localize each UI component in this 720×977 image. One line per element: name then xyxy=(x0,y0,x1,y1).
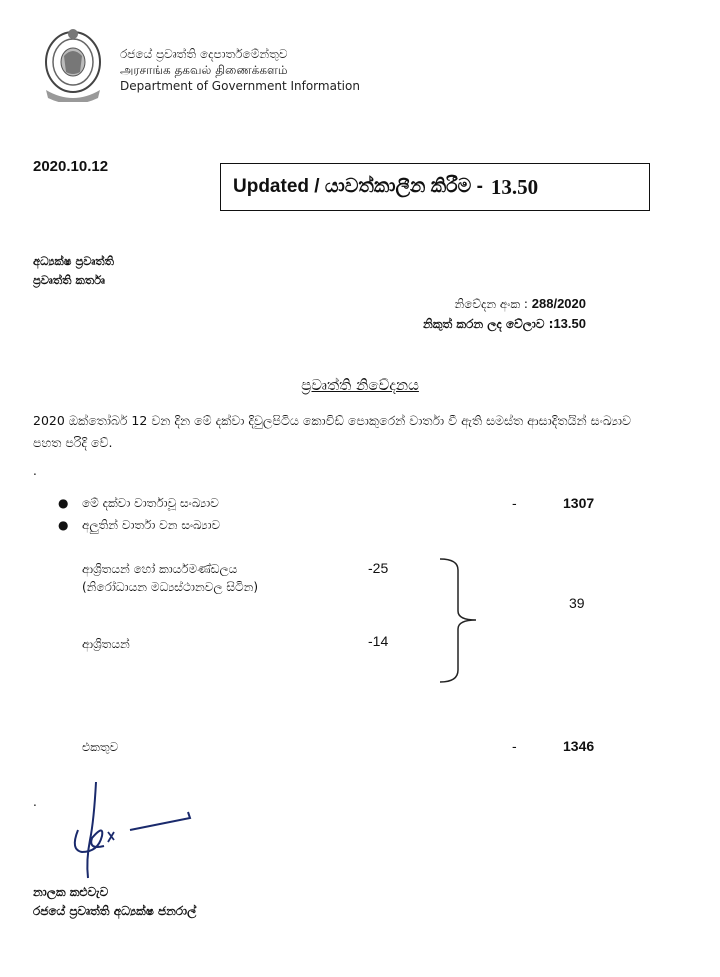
bullet-label-reported: මේ දක්වා වාර්තාවූ සංඛ්‍යාව xyxy=(82,496,219,510)
document-date: 2020.10.12 xyxy=(33,158,109,175)
department-name-tamil: அரசாங்க தகவல் திணைக்களம் xyxy=(120,63,288,77)
breakdown-total: 39 xyxy=(569,595,585,611)
breakdown-label-line2: (නිරෝධායන මධ්‍යස්ථානවල සිටින) xyxy=(82,580,259,594)
signatory-name: නාලක කළුවැව xyxy=(33,885,109,899)
separator-dot-1: . xyxy=(33,464,37,478)
breakdown-value-contacts-staff: -25 xyxy=(368,560,389,576)
breakdown-label-contacts: ආශ්‍රිතයන් xyxy=(82,637,130,651)
release-number-label: නිවේදන අංක : xyxy=(454,297,528,311)
total-count: 1346 xyxy=(563,738,595,754)
release-number xyxy=(454,296,586,312)
release-time-value: 13.50 xyxy=(553,316,586,331)
document-heading: ප්‍රවෘත්ති නිවේදනය xyxy=(301,376,419,394)
bullet-dash: - xyxy=(512,495,517,511)
right-brace-icon xyxy=(438,556,482,686)
breakdown-label-line1: ආශ්‍රිතයන් හෝ කාර්යමණ්ඩලය xyxy=(82,562,238,576)
update-label: Updated / යාවත්කාලීන කිරීම - xyxy=(233,176,483,197)
signatory xyxy=(33,883,196,921)
release-time-label: නිකුත් කරන ලද වේලාව : xyxy=(422,317,554,331)
update-time: 13.50 xyxy=(490,174,539,199)
breakdown-value-contacts: -14 xyxy=(368,633,389,649)
reported-count: 1307 xyxy=(563,495,595,511)
signature-icon xyxy=(68,780,208,890)
release-time xyxy=(423,316,586,332)
body-paragraph: 2020 ඔක්තෝබර් 12 වන දින මේ දක්වා දිවුලපිටිය කොවිඩ් පොකුරෙන් වාර්තා වී ඇති සමස්ත ආසාදිතයින් සංඛ්‍යාව පහත පරිදි වේ. xyxy=(33,413,632,450)
addressee-line-2: ප්‍රවෘත්ති කර්තෘ xyxy=(33,273,105,287)
release-number-value: 288/2020 xyxy=(531,296,586,311)
update-box xyxy=(220,163,650,211)
addressee-line-1: අධ්‍යක්ෂ ප්‍රවෘත්ති xyxy=(33,254,114,268)
separator-dot-2: . xyxy=(33,795,37,809)
signatory-title: රජයේ ප්‍රවෘත්ති අධ්‍යක්ෂ ජනරාල් xyxy=(33,904,197,918)
sri-lanka-emblem-icon xyxy=(42,26,104,102)
total-dash: - xyxy=(512,738,517,754)
total-label: එකතුව xyxy=(82,740,119,754)
bullet-label-new: අලුතින් වාර්තා වන සංඛ්‍යාව xyxy=(82,518,221,532)
department-name-sinhala: රජයේ ප්‍රවෘත්ති දෙපාර්තමේන්තුව xyxy=(120,47,288,61)
department-name xyxy=(120,46,360,94)
breakdown-label-contacts-staff xyxy=(82,560,258,596)
department-name-english: Department of Government Information xyxy=(120,79,360,93)
bullet-icon: ● xyxy=(58,518,69,532)
bullet-icon: ● xyxy=(58,496,69,510)
